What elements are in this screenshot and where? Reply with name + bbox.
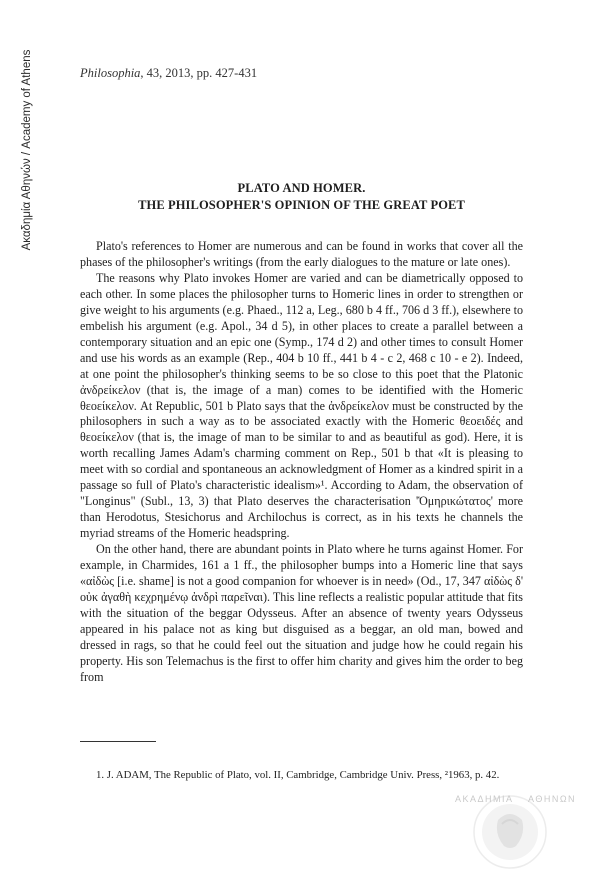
watermark-left-text: ΑΚΑΔΗΜΙΑ — [455, 794, 514, 804]
article-title-line-1: PLATO AND HOMER. — [237, 181, 366, 195]
journal-name: Philosophia — [80, 66, 141, 80]
journal-reference — [80, 66, 257, 81]
paragraph-1: Plato's references to Homer are numerous and can be found in works that cover all the phases of the philosopher's writings (from the early dialogues to the mature or late ones). — [80, 239, 523, 269]
article-title-line-2: THE PHILOSOPHER'S OPINION OF THE GREAT POET — [138, 198, 465, 212]
footnote — [80, 768, 523, 783]
journal-volume-pages: , 43, 2013, pp. 427-431 — [140, 66, 258, 80]
footnote-separator — [80, 741, 156, 742]
paragraph-2: The reasons why Plato invokes Homer are varied and can be diametrically opposed to each other. In some places the philosopher turns to Homeric lines in order to strengthen or give weight to his arguments (e.g. Phaed., 112 a, Leg., 680 b 4 ff., 706 d 3 ff.), elsewhere to embelish his argument (e.g. Apol., 34 d 5), in other places to create a parallel between a contemporary situation and an epic one (Symp., 174 d 2) and other times to consult Homer and use his words as an example (Rep., 404 b 10 ff., 441 b 4 - c 2, 468 c 10 - e 2). Indeed, at one point the philosopher's thinking seems to be so close to this poet that the Platonic ἀνδρείκελον (that is, the image of a man) comes to be identified with the Homeric θεοείκελον. At Republic, 501 b Plato says that the ἀνδρείκελον must be constructed by the philosophers in such a way as to be associated exactly with the Homeric θεοειδές and θεοείκελον (that is, the image of man to be similar to and as beautiful as god). Here, it is worth recalling James Adam's charming comment on Rep., 501 b that «It is pleasing to meet with so cordial and spontaneous an acknowledgment of Homer as a kindred spirit in a passage so full of Plato's characteristic idealism»¹. According to Adam, the observation of "Longinus" (Subl., 13, 3) that Plato deserves the characterisation 'Ὁμηρικώτατος' more than Herodotus, Stesichorus and Archilochus is correct, as in his texts he channels the myriad streams of the Homeric headspring. — [80, 270, 523, 541]
footnote-1: 1. J. ADAM, The Republic of Plato, vol. II, Cambridge, Cambridge Univ. Press, ²1963, p. 42. — [96, 769, 500, 781]
article-body — [80, 239, 523, 686]
archive-side-label: Ακαδημία Αθηνών / Academy of Athens — [21, 49, 33, 251]
watermark-right-text: ΑΘΗΝΩΝ — [528, 794, 577, 804]
paragraph-3: On the other hand, there are abundant points in Plato where he turns against Homer. For example, in Charmides, 161 a 1 ff., the philosopher bumps into a Homeric line that says «αἰδὼς [i.e. shame] is not a good companion for whoever is in need» (Od., 17, 347 αἰδὼς δ' οὐκ ἀγαθὴ κεχρημένῳ ἀνδρὶ παρεῖναι). This line reflects a realistic popular attitude that fits with the situation of the beggar Odysseus. After an absence of twenty years Odysseus appeared in his palace not as king but disguised as a beggar, an old man, bowed and dressed in rags, so that he could feel out the situation and judge how he could regain his property. His son Telemachus is the first to offer him charity and gives him the order to beg from — [80, 542, 523, 684]
